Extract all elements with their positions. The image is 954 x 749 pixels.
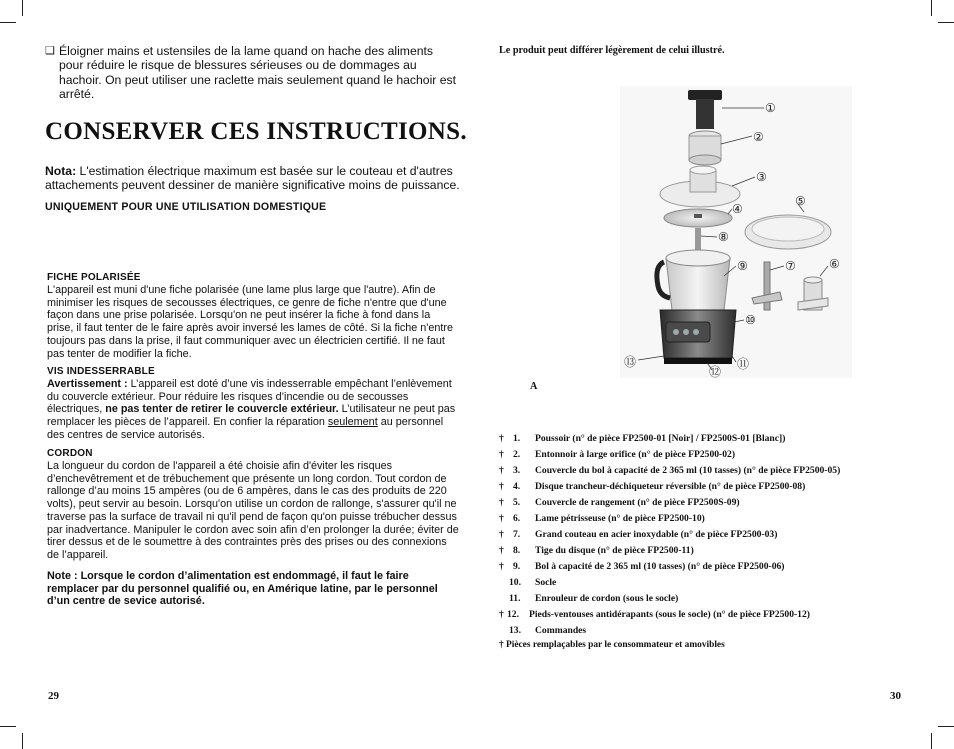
screw-heading: VIS INDESSERRABLE: [47, 366, 155, 377]
callout-13: ⑬: [624, 355, 637, 369]
part-description: Socle: [535, 577, 557, 588]
page-title: CONSERVER CES INSTRUCTIONS.: [45, 118, 467, 145]
part-description: Disque trancheur-déchiqueteur réversible (n° de pièce FP2500-08): [535, 481, 806, 492]
page-number-right: 30: [890, 690, 901, 702]
callout-8: ⑧: [718, 230, 729, 244]
checkbox-bullet-icon: ❑: [45, 45, 55, 57]
screw-warning-label: Avertissement :: [47, 378, 128, 390]
control-button: [683, 329, 689, 335]
parts-list-item: [499, 431, 914, 447]
part-number: 2.: [513, 449, 521, 460]
callout-3: ③: [756, 170, 767, 184]
parts-list-item: [499, 527, 914, 543]
screw-text-part1: L’appareil est doté d’une vis indesserrable empêchant l’enlèvement du couvercle extérieur. Pour réduire les risques d’incendie ou de secousses électriques,: [47, 378, 452, 416]
parts-list-item: [499, 543, 914, 559]
part-description: Couvercle du bol à capacité de 2 365 ml (10 tasses) (n° de pièce FP2500-05): [535, 465, 841, 476]
parts-list-item: [499, 447, 914, 463]
replaceable-dagger: †: [499, 497, 504, 508]
storage-lid-part: [745, 215, 831, 249]
parts-list-section: [499, 431, 914, 650]
parts-list-item: [499, 623, 914, 639]
left-page: [45, 44, 457, 102]
replaceable-dagger: †: [499, 529, 504, 540]
screw-text: [47, 378, 459, 442]
parts-footnote: † Pièces remplaçables par le consommateur et amovibles: [499, 640, 725, 650]
feed-tube-part: [689, 131, 721, 165]
part-description: Enrouleur de cordon (sous le socle): [535, 593, 679, 604]
cord-text: La longueur du cordon de l'appareil a été choisie afin d'éviter les risques d’enchevêtrement et de trébuchement que présente un long cordon. Tout cordon de rallonge d’au moins 15 ampères (ou de 6 ampères, dans le cas des produits de 220 volts), peut servir au besoin. Lorsqu'on utilise un cordon de rallonge, s'assurer qu'il ne traverse pas la surface de travail ni qu'il pend de façon qu'on puisse trébucher dessus par inadvertance. Manipuler le cordon avec soin afin d’en prolonger la durée; éviter de tirer dessus et de le soumettre à des contraintes près des prises ou des connexions de l’appareil.: [47, 460, 459, 561]
callout-11: ⑪: [737, 357, 750, 371]
cord-note: Note : Lorsque le cordon d’alimentation est endommagé, il faut le faire remplacer par du personnel qualifié ou, en Amérique latine, par le personnel d’un centre de sevice autorisé.: [47, 570, 438, 608]
parts-list-item: [499, 511, 914, 527]
part-number: 7.: [513, 529, 521, 540]
replaceable-dagger: †: [499, 561, 504, 572]
parts-list-item: [499, 495, 914, 511]
part-description: Bol à capacité de 2 365 ml (10 tasses) (n° de pièce FP2500-06): [535, 561, 785, 572]
parts-list-item: [499, 559, 914, 575]
safety-bullet-text: Éloigner mains et ustensiles de la lame quand on hache des aliments pour réduire le risque de blessures sérieuses ou de dommages au hachoir. On peut utiliser une raclette mais seulement quand le hachoir est arrêté.: [59, 44, 456, 102]
household-heading: UNIQUEMENT POUR UNE UTILISATION DOMESTIQUE: [45, 201, 327, 213]
callout-7: ⑦: [785, 259, 796, 273]
part-number: 4.: [513, 481, 521, 492]
crop-mark: [0, 726, 16, 727]
crop-mark: [0, 22, 16, 23]
cord-section: [47, 448, 459, 562]
part-number: 8.: [513, 545, 521, 556]
replaceable-dagger: †: [499, 465, 504, 476]
parts-list-item: [499, 575, 914, 591]
callout-9: ⑨: [737, 259, 748, 273]
part-description: Lame pétrisseuse (n° de pièce FP2500-10): [535, 513, 705, 524]
part-description: Poussoir (n° de pièce FP2500-01 [Noir] / FP2500S-01 [Blanc]): [535, 433, 786, 444]
disclaimer: Le produit peut différer légèrement de celui illustré.: [499, 45, 725, 56]
part-number: 12.: [507, 609, 519, 620]
part-description: Couvercle de rangement (n° de pièce FP2500S-09): [535, 497, 740, 508]
screw-underline: seulement: [327, 416, 378, 429]
screw-bold: ne pas tenter de retirer le couvercle extérieur.: [105, 403, 339, 416]
replaceable-dagger: †: [499, 481, 504, 492]
part-number: 3.: [513, 465, 521, 476]
tamper-screw-section: [47, 366, 459, 442]
safety-bullet: [45, 44, 457, 102]
control-button: [693, 329, 699, 335]
callout-10: ⑩: [745, 313, 756, 327]
plug-text: L'appareil est muni d'une fiche polarisée (une lame plus large que l'autre). Afin de minimiser les risques de secousses électriques, ce genre de fiche n'entre que d'une façon dans une prise polarisée. Lorsqu'on ne peut insérer la fiche à fond dans la prise, il faut tenter de le faire après avoir inversé les lames de côté. Si la fiche n'entre toujours pas dans la prise, il faut communiquer avec un électricien certifié. Il ne faut pas tenter de modifier la fiche.: [47, 284, 453, 360]
base-part: [660, 310, 736, 364]
nota-block: [45, 164, 460, 193]
crop-mark: [931, 733, 932, 749]
parts-list-item: [499, 591, 914, 607]
control-button: [673, 329, 679, 335]
callout-1: ①: [765, 101, 776, 115]
part-number: 10.: [509, 577, 521, 588]
parts-list: [499, 431, 914, 639]
crop-mark: [22, 733, 23, 749]
callout-4: ④: [732, 202, 743, 216]
parts-list-item: [499, 479, 914, 495]
crop-mark: [938, 22, 954, 23]
parts-list-item: [499, 463, 914, 479]
part-number: 1.: [513, 433, 521, 444]
nota-text: L'estimation électrique maximum est basée sur le couteau et d'autres attachements peuvent dessiner de manière significative moins de puissance.: [45, 164, 460, 193]
figure-label: A: [530, 381, 538, 392]
part-number: 11.: [509, 593, 521, 604]
crop-mark: [931, 0, 932, 16]
replaceable-dagger: †: [499, 545, 504, 556]
part-description: Pieds-ventouses antidérapants (sous le socle) (n° de pièce FP2500-12): [529, 609, 810, 620]
part-number: 9.: [513, 561, 521, 572]
part-description: Grand couteau en acier inoxydable (n° de pièce FP2500-03): [535, 529, 778, 540]
replaceable-dagger: †: [499, 513, 504, 524]
screw-text-part3: au personnel des centres de service autorisés.: [47, 416, 444, 441]
part-description: Entonnoir à large orifice (n° de pièce FP2500-02): [535, 449, 736, 460]
callout-12: ⑫: [709, 365, 722, 378]
nota-label: Nota:: [45, 164, 77, 178]
replaceable-dagger: †: [499, 449, 504, 460]
crop-mark: [938, 726, 954, 727]
parts-list-item: [499, 607, 914, 623]
plug-heading: FICHE POLARISÉE: [47, 272, 141, 283]
part-number: 6.: [513, 513, 521, 524]
food-processor-illustration: [620, 86, 852, 378]
callout-2: ②: [753, 130, 764, 144]
callout-5: ⑤: [795, 194, 806, 208]
polarized-plug-section: [47, 272, 459, 360]
screw-text-part2: L’utilisateur ne peut pas remplacer les pièces de l’appareil. En confier la réparation: [47, 403, 456, 429]
part-description: Commandes: [535, 625, 587, 636]
slicing-disc-part: [664, 209, 732, 227]
part-number: 13.: [509, 625, 521, 636]
part-description: Tige du disque (n° de pièce FP2500-11): [535, 545, 694, 556]
part-number: 5.: [513, 497, 521, 508]
callout-6: ⑥: [829, 257, 840, 271]
crop-mark: [22, 0, 23, 16]
replaceable-dagger: †: [499, 609, 504, 620]
replaceable-dagger: †: [499, 433, 504, 444]
cord-heading: CORDON: [47, 448, 93, 459]
page-number-left: 29: [48, 690, 59, 702]
